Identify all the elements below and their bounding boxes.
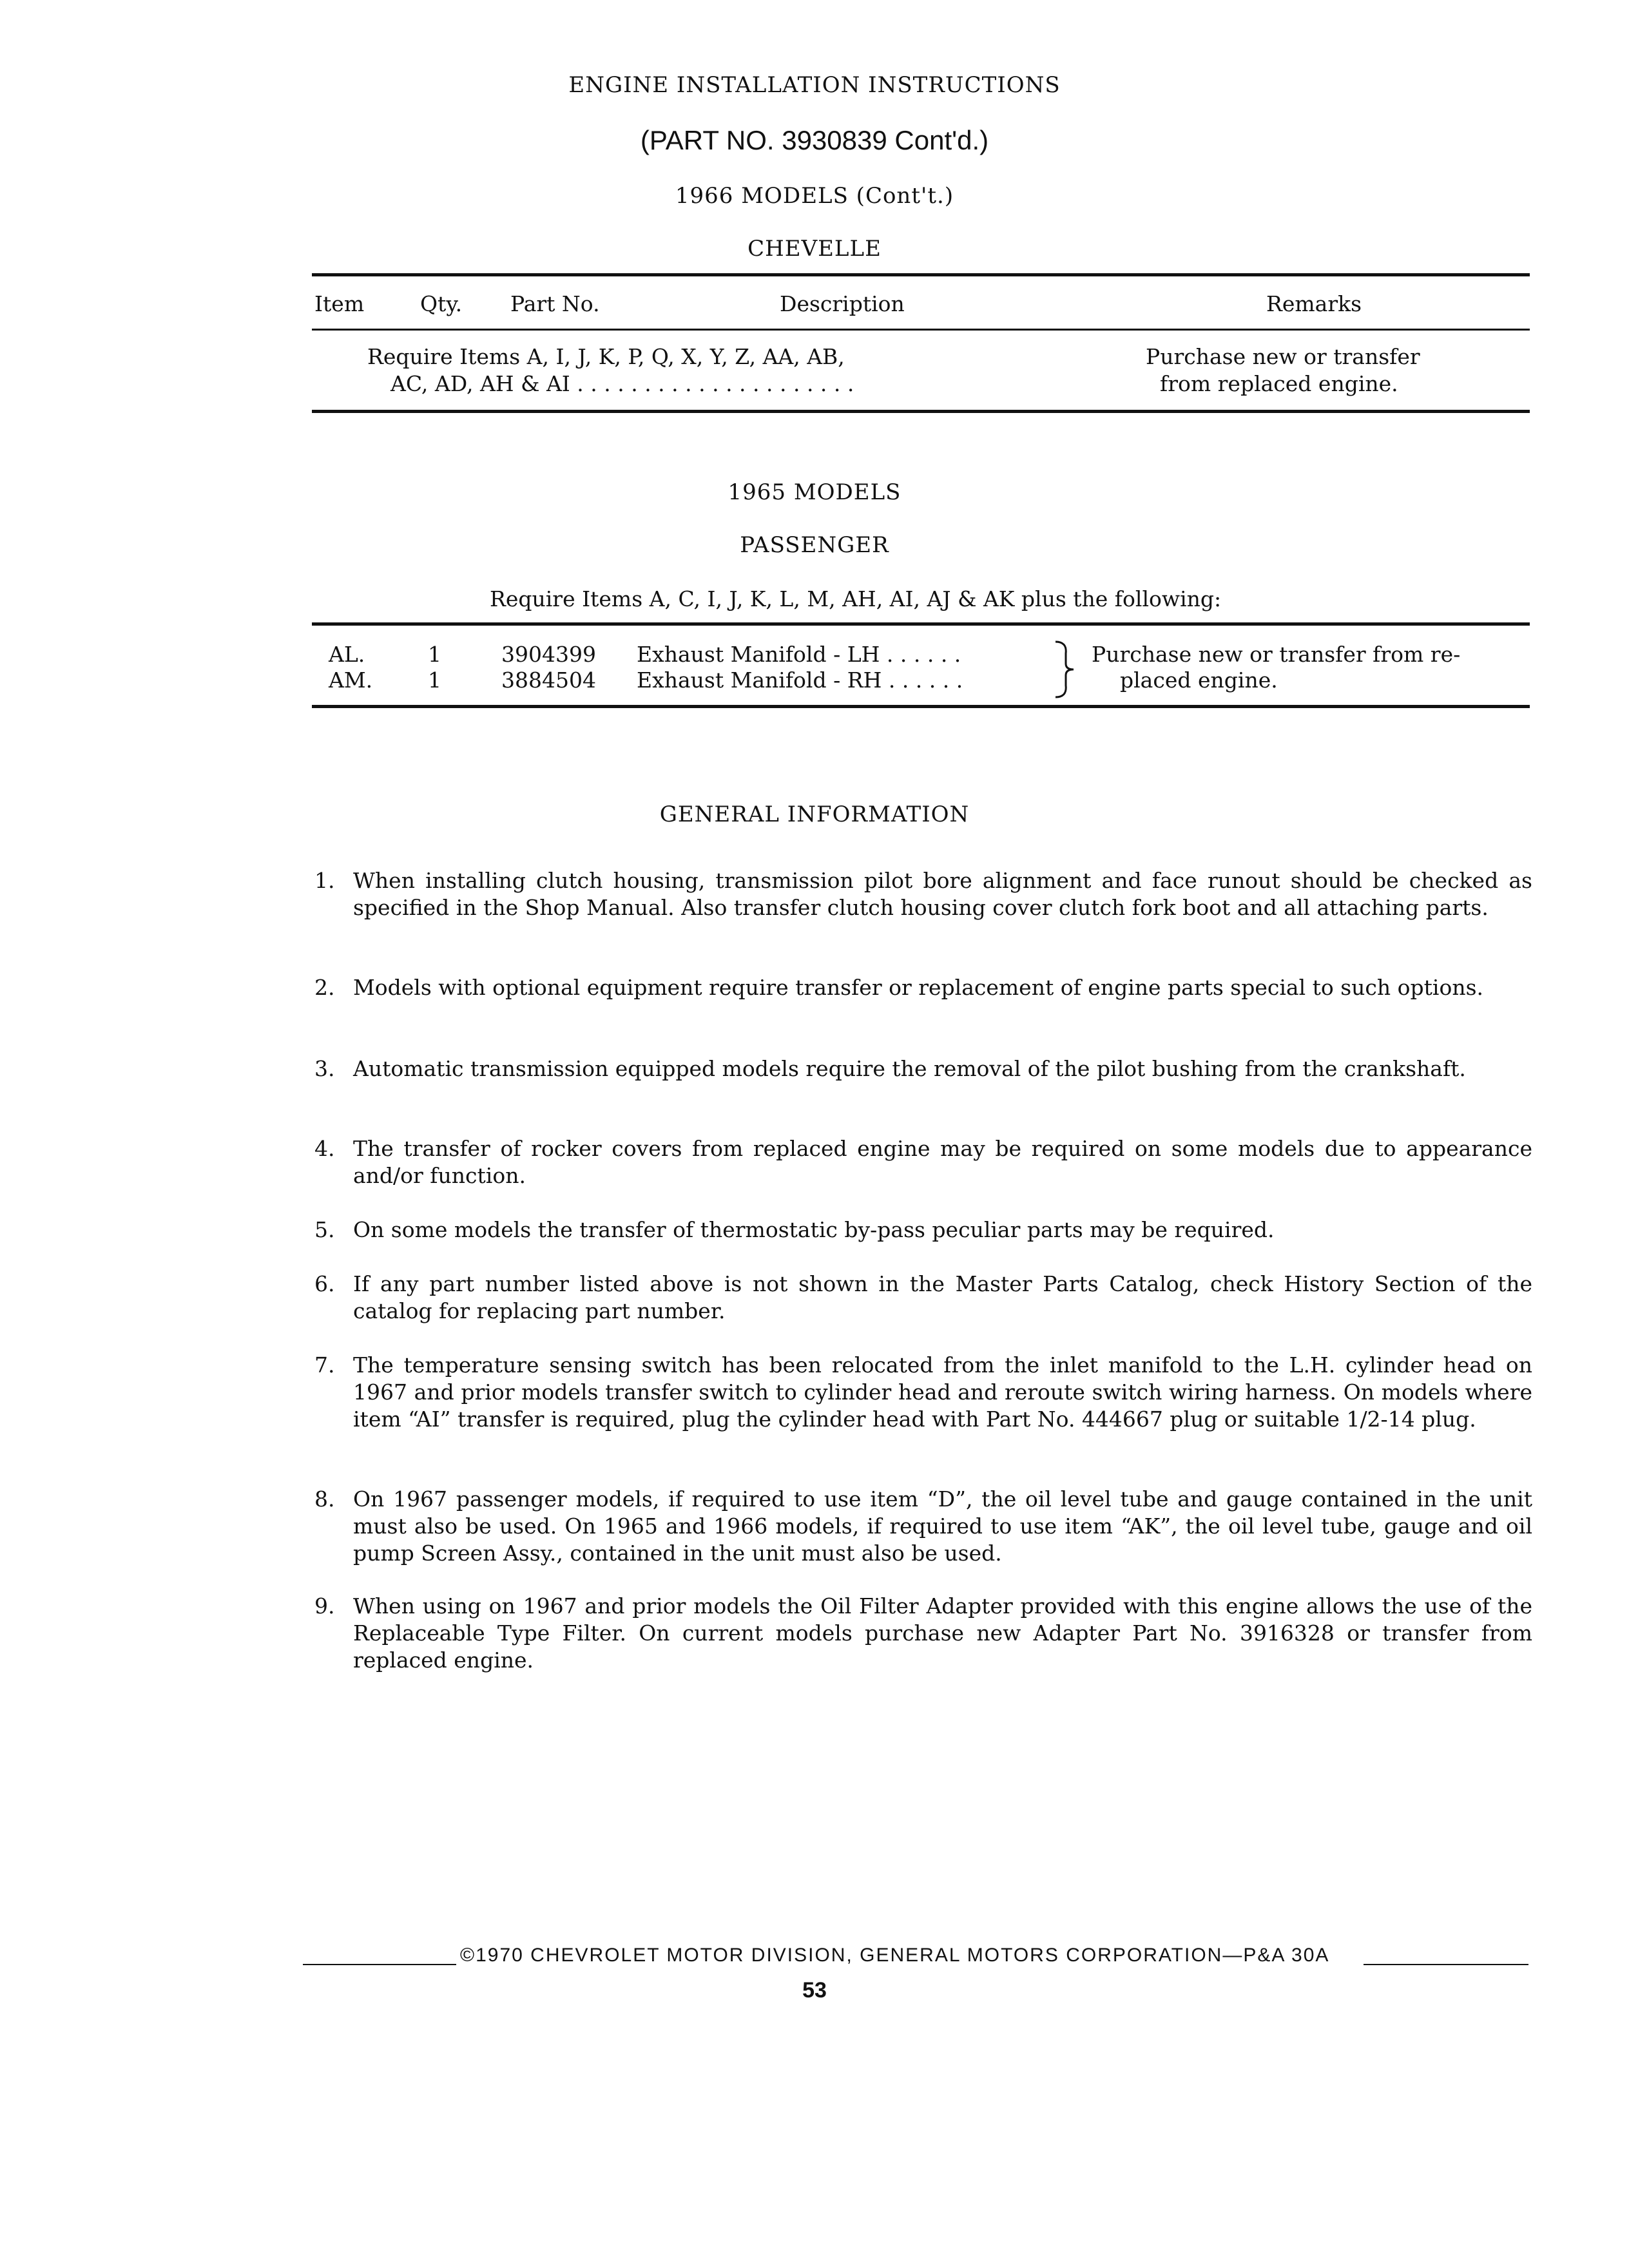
footer-copyright: ©1970 CHEVROLET MOTOR DIVISION, GENERAL MOTORS CORPORATION—P&A 30A	[460, 1945, 1330, 1966]
require-items-line: Require Items A, C, I, J, K, L, M, AH, AI, AJ & AK plus the following:	[490, 586, 1222, 611]
note-1	[314, 867, 1532, 951]
footer-rule-left	[303, 1964, 456, 1965]
page-number: 53	[802, 1978, 827, 2003]
row-am-item: AM.	[329, 668, 373, 693]
table1-remarks-line1: Purchase new or transfer	[1146, 344, 1420, 369]
brace-icon	[1053, 639, 1079, 700]
part-number-heading: (PART NO. 3930839 Cont'd.)	[640, 125, 989, 155]
note-text: When using on 1967 and prior models the Oil Filter Adapter provided with this engine allows the use of the Replaceable Type Filter. On current models purchase new Adapter Part No. 3916328 or transfer from replaced engine.	[353, 1593, 1532, 1673]
table1-top-rule	[312, 273, 1530, 276]
note-text: The transfer of rocker covers from replaced engine may be required on some models due to appearance and/or function.	[353, 1136, 1532, 1188]
note-text: On some models the transfer of thermostatic by-pass peculiar parts may be required.	[353, 1217, 1275, 1242]
note-number: 6.	[314, 1271, 335, 1296]
note-4	[314, 1135, 1532, 1192]
table1-desc-line2: AC, AD, AH & AI . . . . . . . . . . . . . . . . . . . . .	[390, 371, 854, 396]
table1-remarks-line2: from replaced engine.	[1160, 371, 1398, 396]
note-6	[314, 1271, 1532, 1327]
models-1965-heading: 1965 MODELS	[728, 479, 901, 505]
row-am-part: 3884504	[501, 668, 596, 693]
passenger-heading: PASSENGER	[740, 532, 889, 558]
col-remarks-header: Remarks	[1266, 291, 1362, 316]
note-text: On 1967 passenger models, if required to use item “D”, the oil level tube and gauge contained in the unit must also be used. On 1965 and 1966 models, if required to use item “AK”, the oil level tube, gauge and oil pump Screen Assy., contained in the unit must also be used.	[353, 1486, 1532, 1566]
note-number: 1.	[314, 868, 335, 893]
note-8	[314, 1486, 1532, 1570]
note-text: Models with optional equipment require transfer or replacement of engine parts special to such options.	[353, 975, 1484, 1000]
table2-top-rule	[312, 622, 1530, 626]
table1-bottom-rule	[312, 410, 1530, 413]
note-3	[314, 1055, 1532, 1112]
note-7	[314, 1352, 1532, 1463]
row-al-part: 3904399	[501, 642, 596, 667]
page-title: ENGINE INSTALLATION INSTRUCTIONS	[568, 72, 1061, 98]
models-1966-heading: 1966 MODELS (Cont't.)	[675, 183, 954, 209]
note-number: 9.	[314, 1593, 335, 1619]
note-number: 5.	[314, 1217, 335, 1242]
note-9	[314, 1593, 1532, 1677]
note-5	[314, 1216, 1532, 1246]
note-text: If any part number listed above is not shown in the Master Parts Catalog, check History Section of the catalog for replacing part number.	[353, 1271, 1532, 1323]
note-number: 8.	[314, 1486, 335, 1512]
note-text: The temperature sensing switch has been relocated from the inlet manifold to the L.H. cylinder head on 1967 and prior models transfer switch to cylinder head and reroute switch wiring harness. On models where item “AI” transfer is required, plug the cylinder head with Part No. 444667 plug or suitable 1/2-14 plug.	[353, 1352, 1532, 1432]
table2-bottom-rule	[312, 705, 1530, 708]
table1-desc-line1: Require Items A, I, J, K, P, Q, X, Y, Z, AA, AB,	[367, 344, 845, 369]
table1-header-rule	[312, 329, 1530, 331]
row-am-desc: Exhaust Manifold - RH . . . . . .	[637, 668, 963, 693]
chevelle-heading: CHEVELLE	[747, 236, 882, 262]
row-am-qty: 1	[428, 668, 441, 693]
note-number: 2.	[314, 975, 335, 1000]
note-text: When installing clutch housing, transmission pilot bore alignment and face runout should be checked as specified in the Shop Manual. Also transfer clutch housing cover clutch fork boot and all attaching parts.	[353, 868, 1532, 920]
row-al-desc: Exhaust Manifold - LH . . . . . .	[637, 642, 961, 667]
note-number: 7.	[314, 1352, 335, 1378]
col-description-header: Description	[780, 291, 905, 316]
note-number: 4.	[314, 1136, 335, 1161]
footer-rule-right	[1364, 1964, 1528, 1965]
row-al-item: AL.	[329, 642, 365, 667]
note-2	[314, 974, 1532, 1031]
col-partno-header: Part No.	[510, 291, 600, 316]
row-al-qty: 1	[428, 642, 441, 667]
note-number: 3.	[314, 1056, 335, 1081]
table2-remarks-line1: Purchase new or transfer from re-	[1092, 642, 1461, 667]
note-text: Automatic transmission equipped models require the removal of the pilot bushing from the crankshaft.	[353, 1056, 1466, 1081]
col-item-header: Item	[314, 291, 365, 316]
table2-remarks-line2: placed engine.	[1120, 668, 1278, 693]
col-qty-header: Qty.	[420, 291, 463, 316]
general-info-heading: GENERAL INFORMATION	[659, 802, 970, 827]
